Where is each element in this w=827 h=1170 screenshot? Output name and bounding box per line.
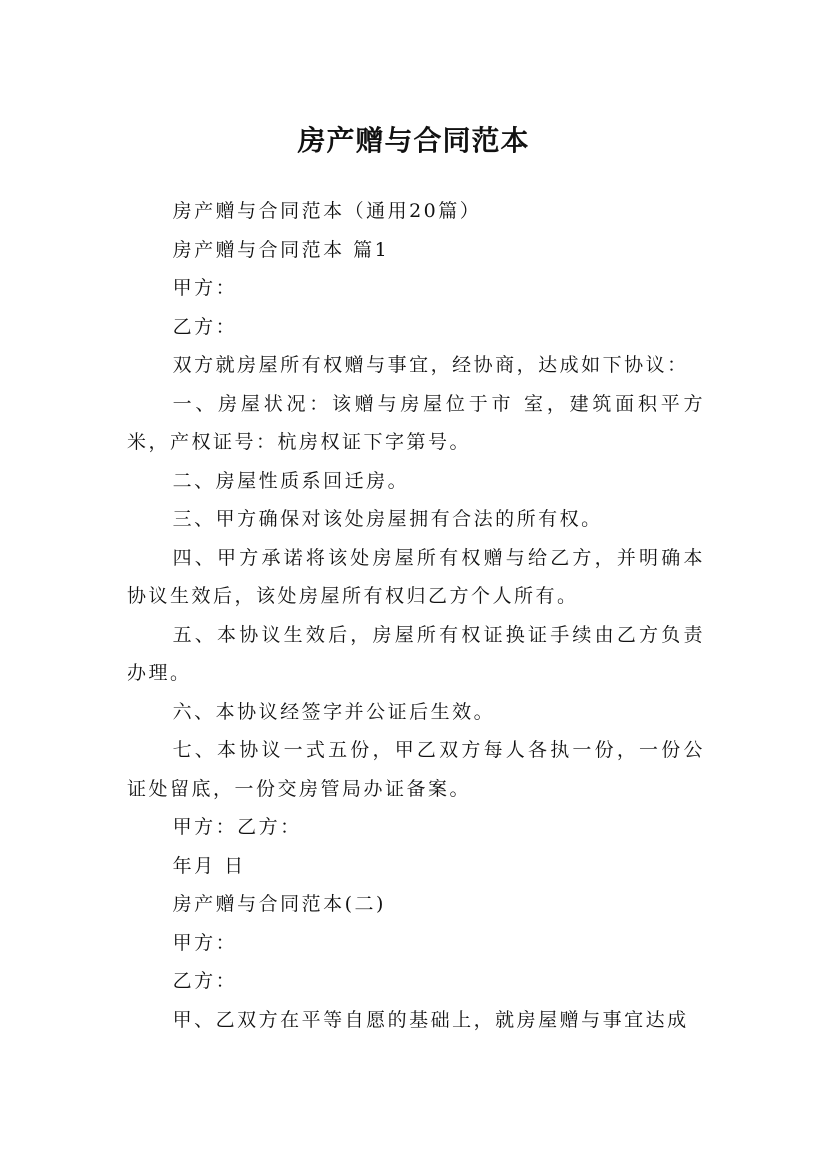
paragraph: 乙方： — [172, 315, 238, 338]
paragraph: 乙方： — [172, 970, 238, 992]
paragraph: 七、本协议一式五份，甲乙双方每人各执一份，一份公证处留底，一份交房管局办证备案。 — [127, 739, 705, 800]
paragraph: 三、甲方确保对该处房屋拥有合法的所有权。 — [172, 508, 603, 530]
paragraph: 年月 日 — [172, 854, 246, 877]
paragraph: 四、甲方承诺将该处房屋所有权赠与给乙方，并明确本协议生效后，该处房屋所有权归乙方个人所有。 — [127, 546, 705, 607]
paragraph: 甲、乙双方在平等自愿的基础上，就房屋赠与事宜达成 — [172, 1008, 689, 1031]
paragraph: 房产赠与合同范本(二) — [172, 893, 386, 915]
paragraph: 一、房屋状况：该赠与房屋位于市 室，建筑面积平方米，产权证号：杭房权证下字第号。 — [127, 392, 705, 453]
paragraph: 二、房屋性质系回迁房。 — [172, 469, 410, 492]
document-title: 房产赠与合同范本 — [297, 123, 530, 157]
paragraph: 双方就房屋所有权赠与事宜，经协商，达成如下协议： — [172, 354, 689, 376]
document-body — [127, 192, 705, 1039]
paragraph: 房产赠与合同范本 篇1 — [172, 238, 390, 261]
paragraph: 甲方：乙方： — [172, 816, 302, 838]
paragraph: 甲方： — [172, 277, 238, 299]
paragraph: 六、本协议经签字并公证后生效。 — [172, 700, 496, 723]
paragraph: 五、本协议生效后，房屋所有权证换证手续由乙方负责办理。 — [127, 623, 705, 684]
paragraph: 甲方： — [172, 931, 238, 954]
paragraph: 房产赠与合同范本（通用20篇） — [172, 200, 482, 222]
